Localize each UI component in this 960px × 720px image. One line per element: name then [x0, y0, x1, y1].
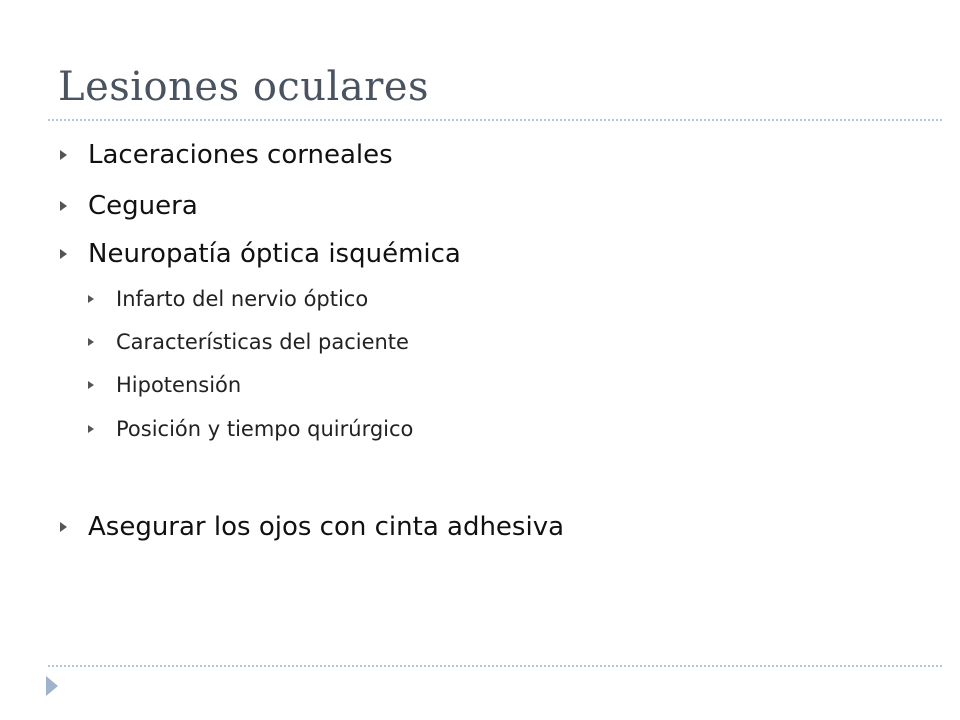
- bullet-text: Ceguera: [88, 191, 198, 221]
- bullet-triangle-icon: [60, 150, 67, 160]
- sub-bullet-triangle-icon: [88, 425, 94, 433]
- bullet-item: [60, 191, 198, 221]
- sub-bullet-item: [88, 287, 368, 311]
- bullet-text: Laceraciones corneales: [88, 140, 393, 170]
- bullet-text: Neuropatía óptica isquémica: [88, 239, 461, 269]
- sub-bullet-item: [88, 330, 409, 354]
- slide-title: Lesiones oculares: [58, 64, 430, 110]
- bullet-item: [60, 140, 393, 170]
- sub-bullet-triangle-icon: [88, 381, 94, 389]
- bullet-triangle-icon: [60, 201, 67, 211]
- sub-bullet-text: Infarto del nervio óptico: [116, 287, 369, 311]
- bullet-triangle-icon: [60, 249, 67, 259]
- sub-bullet-triangle-icon: [88, 295, 94, 303]
- sub-bullet-item: [88, 417, 413, 441]
- bullet-item: [60, 239, 461, 269]
- top-divider: [48, 119, 942, 121]
- sub-bullet-text: Características del paciente: [116, 330, 409, 354]
- sub-bullet-text: Posición y tiempo quirúrgico: [116, 417, 414, 441]
- corner-triangle-icon: [46, 676, 58, 696]
- sub-bullet-triangle-icon: [88, 338, 94, 346]
- sub-bullet-item: [88, 373, 241, 397]
- bottom-divider: [48, 665, 942, 667]
- bullet-item: [60, 512, 564, 542]
- bullet-triangle-icon: [60, 522, 67, 532]
- bullet-text: Asegurar los ojos con cinta adhesiva: [88, 512, 565, 542]
- sub-bullet-text: Hipotensión: [116, 373, 242, 397]
